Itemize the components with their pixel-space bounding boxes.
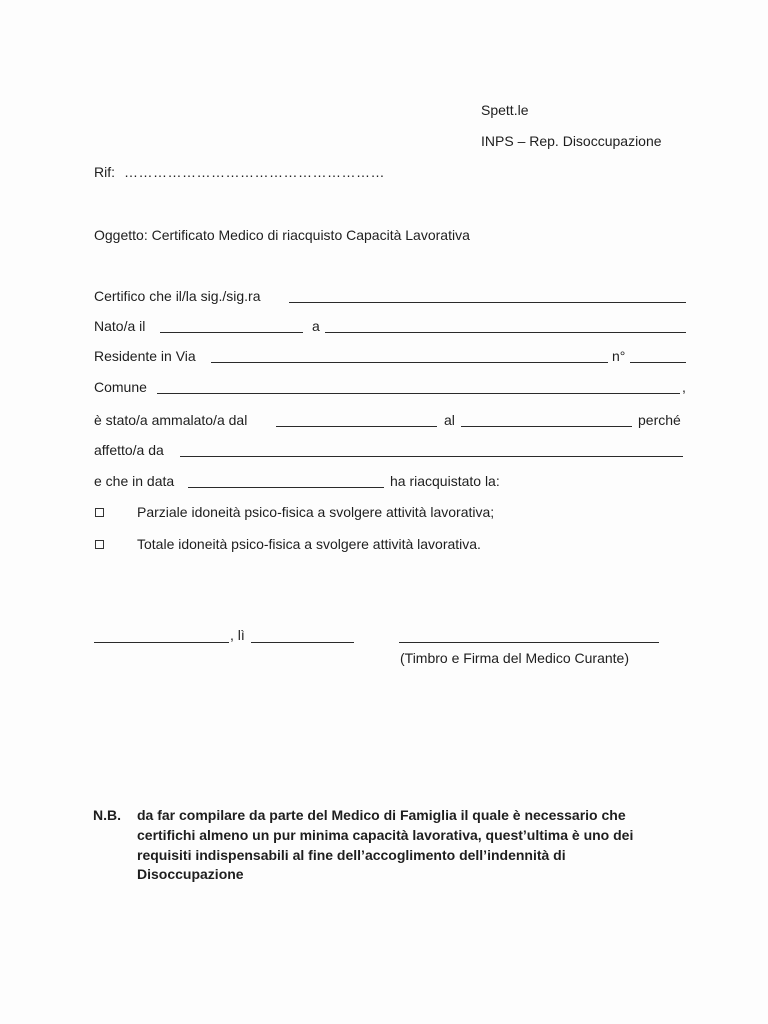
signature-blank [399, 642, 659, 643]
note-line-3: requisiti indispensabili al fine dell’accoglimento dell’indennità di [137, 847, 566, 863]
place-blank [94, 642, 229, 643]
note-line-1: da far compilare da parte del Medico di Famiglia il quale è necessario che [137, 807, 626, 823]
affetto-label: affetto/a da [94, 442, 164, 458]
checkbox-total[interactable] [95, 540, 104, 549]
option-partial-label: Parziale idoneità psico-fisica a svolgere attività lavorativa; [137, 504, 495, 520]
residente-label: Residente in Via [94, 348, 196, 364]
certifico-label: Certifico che il/la sig./sig.ra [94, 288, 261, 304]
to-date-blank [461, 426, 632, 427]
in-data-label: e che in data [94, 473, 175, 489]
option-total-label: Totale idoneità psico-fisica a svolgere attività lavorativa. [137, 536, 481, 552]
note-line-4: Disoccupazione [137, 866, 244, 882]
recipient-line-1: Spett.le [481, 102, 529, 118]
signature-caption: (Timbro e Firma del Medico Curante) [400, 650, 629, 666]
birthdate-blank [160, 332, 303, 333]
nato-label: Nato/a il [94, 318, 146, 334]
recovery-date-blank [188, 487, 384, 488]
address-blank [211, 362, 608, 363]
riacquistato-label: ha riacquistato la: [390, 473, 500, 489]
from-date-blank [276, 426, 437, 427]
name-blank [289, 302, 686, 303]
ammalato-label: è stato/a ammalato/a dal [94, 412, 248, 428]
checkbox-partial[interactable] [95, 508, 104, 517]
comune-blank [157, 393, 680, 394]
perche-label: perché [638, 412, 681, 428]
recipient-line-2: INPS – Rep. Disoccupazione [481, 133, 662, 149]
sign-date-blank [251, 642, 354, 643]
a-label: a [312, 318, 320, 334]
comune-comma: , [682, 379, 686, 395]
note-line-2: certifichi almeno un pur minima capacità lavorativa, quest’ultima è uno dei [137, 827, 634, 843]
civic-number-blank [630, 362, 686, 363]
subject-line: Oggetto: Certificato Medico di riacquisto Capacità Lavorativa [94, 227, 470, 243]
li-label: , lì [230, 627, 245, 643]
numero-label: n° [612, 348, 626, 364]
note-label: N.B. [93, 807, 121, 823]
diagnosis-blank [180, 456, 683, 457]
al-label: al [444, 412, 455, 428]
rif-dots: ……………………………………………… [124, 164, 385, 180]
rif-label: Rif: [94, 164, 115, 180]
birthplace-blank [325, 332, 686, 333]
comune-label: Comune [94, 379, 147, 395]
